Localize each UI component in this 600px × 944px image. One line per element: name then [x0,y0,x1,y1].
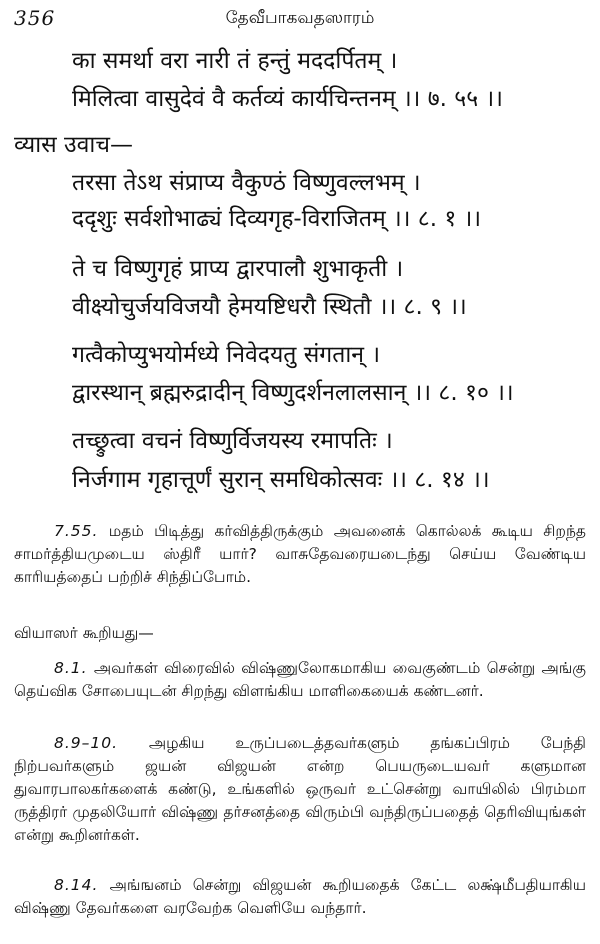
translation-text: அழகிய உருப்படைத்தவர்களும் தங்கப்பிரம் பேந்தி நிற்பவர்களும் ஜயன் விஜயன் என்ற பெயருடையவர் களுமான துவாரபாலகர்களைக் கண்டு, உங்களில் ஒருவர் உட்சென்று வாயிலில் பிரம்மா ருத்திரர் முதலியோர் விஷ்ணு தர்சனத்தை விரும்பி வந்திருப்பதைத் தெரிவியுங்கள் என்று கூறினர்கள். [14,734,586,844]
speaker-vyasa-tamil: வியாஸர் கூறியது— [14,624,154,642]
translation-text: அவர்கள் விரைவில் விஷ்ணுலோகமாகிய வைகுண்டம் சென்று அங்கு தெய்விக சோபையுடன் சிறந்து விளங்கிய மாளிகையைக் கண்டனர். [14,659,586,700]
translation-7-55 [14,520,586,589]
speaker-vyasa-sanskrit: व्यास उवाच— [14,132,133,158]
translation-8-9-10 [14,732,586,847]
page-header [0,4,600,36]
translation-8-1 [14,657,586,703]
verse-number: 8.1. [54,659,88,677]
verse-7-54-line1: का समर्था वरा नारी तं हन्तुं मददर्पितम् । [72,48,398,74]
verse-8-14-line1: तच्छ्रुत्वा वचनं विष्णुर्विजयस्य रमापतिः । [72,428,393,454]
verse-number: 7.55. [54,522,99,540]
verse-number: 8.14. [54,876,99,894]
translation-text: மதம் பிடித்து கர்வித்திருக்கும் அவனைக் கொல்லக் கூடிய சிறந்த சாமர்த்தியமுடைய ஸ்திரீ யார்? வாசுதேவரையடைந்து செய்ய வேண்டிய காரியத்தைப் பற்றிச் சிந்திப்போம். [14,522,587,586]
translation-8-14 [14,874,586,920]
verse-8-10-line2: द्वारस्थान् ब्रह्मरुद्रादीन् विष्णुदर्शनलालसान् ।। ८. १० ।। [72,380,514,406]
page-number: 356 [14,6,56,30]
verse-8-9-line1: ते च विष्णुगृहं प्राप्य द्वारपालौ शुभाकृती । [72,256,404,282]
verse-8-9-line2: वीक्ष्योचुर्जयविजयौ हेमयष्टिधरौ स्थितौ ।। ८. ९ ।। [72,294,467,320]
running-title: தேவீபாகவதஸாரம் [225,8,375,28]
verse-8-14-line2: निर्जगाम गृहात्तूर्णं सुरान् समधिकोत्सवः ।। ८. १४ ।। [72,467,490,493]
translation-text: அங்ஙனம் சென்று விஜயன் கூறியதைக் கேட்ட லக்ஷ்மீபதியாகிய விஷ்ணு தேவர்களை வரவேற்க வெளியே வந்தார். [14,876,586,917]
verse-8-1-line2: ददृशुः सर्वशोभाढ्यं दिव्यगृह-विराजितम् ।। ८. १ ।। [72,206,482,232]
verse-8-10-line1: गत्वैकोप्युभयोर्मध्ये निवेदयतु संगतान् । [72,342,381,368]
verse-number: 8.9–10. [54,734,119,752]
verse-7-55-line2: मिलित्वा वासुदेवं वै कर्तव्यं कार्यचिन्तनम् ।। ७. ५५ ।। [72,86,503,112]
verse-8-1-line1: तरसा तेऽथ संप्राप्य वैकुण्ठं विष्णुवल्लभम् । [72,170,421,196]
